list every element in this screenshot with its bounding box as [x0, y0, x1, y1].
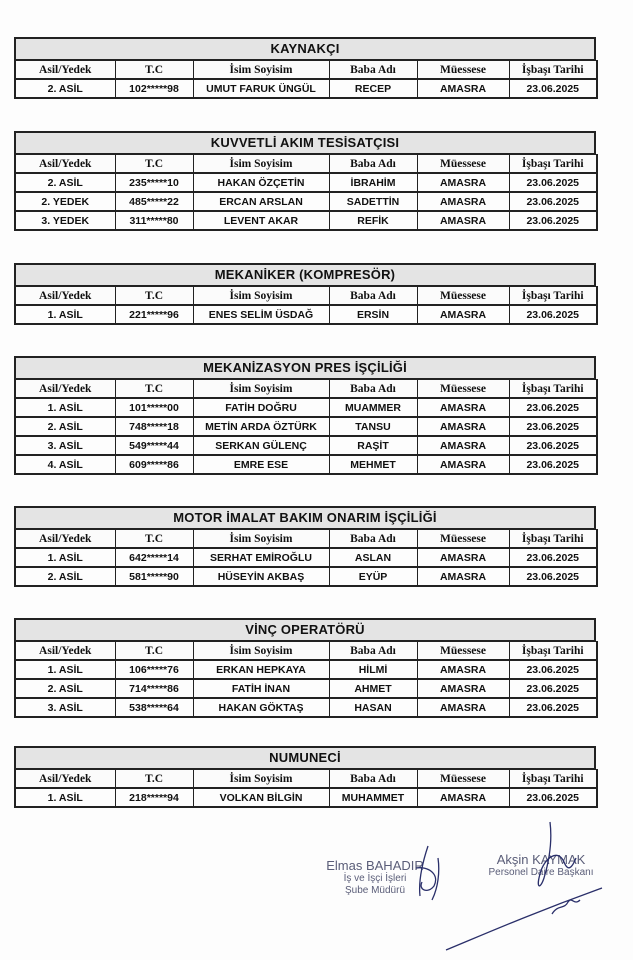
- table-row: [15, 192, 597, 211]
- table-cell: RECEP: [329, 79, 417, 98]
- table-cell: LEVENT AKAR: [193, 211, 329, 230]
- table-cell: SERHAT EMİROĞLU: [193, 548, 329, 567]
- candidates-table: [14, 529, 598, 587]
- candidates-table: [14, 60, 598, 99]
- column-header: Asil/Yedek: [15, 642, 115, 661]
- table-cell: 1. ASİL: [15, 788, 115, 807]
- column-header: İşbaşı Tarihi: [509, 287, 597, 306]
- table-cell: 3. YEDEK: [15, 211, 115, 230]
- table-cell: 23.06.2025: [509, 211, 597, 230]
- table-cell: RAŞİT: [329, 436, 417, 455]
- table-cell: HASAN: [329, 698, 417, 717]
- table-cell: EYÜP: [329, 567, 417, 586]
- column-header: İsim Soyisim: [193, 155, 329, 174]
- signatory-title: Personel Daire Başkanı: [488, 867, 594, 878]
- table-cell: AMASRA: [417, 211, 509, 230]
- section-title: KAYNAKÇI: [14, 37, 596, 60]
- table-cell: 2. ASİL: [15, 79, 115, 98]
- table-header-row: [15, 155, 597, 174]
- position-section: [14, 356, 596, 475]
- position-section: [14, 131, 596, 231]
- table-cell: 221*****96: [115, 305, 193, 324]
- column-header: Müessese: [417, 380, 509, 399]
- table-cell: 609*****86: [115, 455, 193, 474]
- table-cell: AMASRA: [417, 192, 509, 211]
- position-section: [14, 37, 596, 99]
- column-header: T.C: [115, 530, 193, 549]
- column-header: Baba Adı: [329, 770, 417, 789]
- table-row: [15, 679, 597, 698]
- column-header: T.C: [115, 770, 193, 789]
- table-cell: AMASRA: [417, 679, 509, 698]
- table-cell: FATİH DOĞRU: [193, 398, 329, 417]
- table-header-row: [15, 61, 597, 80]
- table-cell: MUHAMMET: [329, 788, 417, 807]
- column-header: T.C: [115, 61, 193, 80]
- table-cell: AHMET: [329, 679, 417, 698]
- signatory-name: Akşin KAYMAK: [496, 852, 586, 867]
- table-cell: 23.06.2025: [509, 660, 597, 679]
- table-cell: AMASRA: [417, 436, 509, 455]
- table-cell: 23.06.2025: [509, 173, 597, 192]
- table-cell: 1. ASİL: [15, 398, 115, 417]
- table-cell: 538*****64: [115, 698, 193, 717]
- column-header: Baba Adı: [329, 155, 417, 174]
- table-header-row: [15, 287, 597, 306]
- table-cell: AMASRA: [417, 305, 509, 324]
- candidates-table: [14, 154, 598, 231]
- column-header: İşbaşı Tarihi: [509, 380, 597, 399]
- table-cell: ENES SELİM ÜSDAĞ: [193, 305, 329, 324]
- table-cell: 23.06.2025: [509, 548, 597, 567]
- table-cell: 23.06.2025: [509, 398, 597, 417]
- table-cell: 4. ASİL: [15, 455, 115, 474]
- table-cell: ERCAN ARSLAN: [193, 192, 329, 211]
- table-header-row: [15, 770, 597, 789]
- table-cell: 23.06.2025: [509, 417, 597, 436]
- column-header: T.C: [115, 155, 193, 174]
- column-header: Müessese: [417, 770, 509, 789]
- section-title: MOTOR İMALAT BAKIM ONARIM İŞÇİLİĞİ: [14, 506, 596, 529]
- table-cell: AMASRA: [417, 173, 509, 192]
- table-cell: AMASRA: [417, 548, 509, 567]
- candidates-table: [14, 641, 598, 718]
- table-cell: 714*****86: [115, 679, 193, 698]
- table-cell: ERSİN: [329, 305, 417, 324]
- candidates-table: [14, 379, 598, 475]
- table-cell: AMASRA: [417, 698, 509, 717]
- column-header: İşbaşı Tarihi: [509, 61, 597, 80]
- table-cell: HÜSEYİN AKBAŞ: [193, 567, 329, 586]
- table-cell: AMASRA: [417, 788, 509, 807]
- section-title: VİNÇ OPERATÖRÜ: [14, 618, 596, 641]
- table-cell: REFİK: [329, 211, 417, 230]
- column-header: İsim Soyisim: [193, 61, 329, 80]
- table-header-row: [15, 642, 597, 661]
- candidates-table: [14, 286, 598, 325]
- position-section: [14, 263, 596, 325]
- table-cell: 23.06.2025: [509, 455, 597, 474]
- column-header: Asil/Yedek: [15, 380, 115, 399]
- table-row: [15, 548, 597, 567]
- table-cell: MEHMET: [329, 455, 417, 474]
- column-header: T.C: [115, 380, 193, 399]
- table-cell: 1. ASİL: [15, 548, 115, 567]
- section-title: KUVVETLİ AKIM TESİSATÇISI: [14, 131, 596, 154]
- table-row: [15, 660, 597, 679]
- table-cell: HİLMİ: [329, 660, 417, 679]
- table-header-row: [15, 530, 597, 549]
- column-header: İşbaşı Tarihi: [509, 642, 597, 661]
- column-header: Müessese: [417, 642, 509, 661]
- table-cell: FATİH İNAN: [193, 679, 329, 698]
- table-cell: 581*****90: [115, 567, 193, 586]
- table-cell: SADETTİN: [329, 192, 417, 211]
- signatory-title: İş ve İşçi İşleri: [343, 873, 407, 884]
- table-cell: EMRE ESE: [193, 455, 329, 474]
- column-header: İsim Soyisim: [193, 642, 329, 661]
- section-title: NUMUNECİ: [14, 746, 596, 769]
- table-cell: 235*****10: [115, 173, 193, 192]
- table-cell: HAKAN GÖKTAŞ: [193, 698, 329, 717]
- table-cell: 3. ASİL: [15, 698, 115, 717]
- table-cell: 2. ASİL: [15, 417, 115, 436]
- table-row: [15, 305, 597, 324]
- column-header: Asil/Yedek: [15, 770, 115, 789]
- table-cell: 23.06.2025: [509, 436, 597, 455]
- table-cell: 311*****80: [115, 211, 193, 230]
- candidates-table: [14, 769, 598, 808]
- column-header: Müessese: [417, 155, 509, 174]
- column-header: İşbaşı Tarihi: [509, 155, 597, 174]
- table-cell: 748*****18: [115, 417, 193, 436]
- table-cell: 218*****94: [115, 788, 193, 807]
- table-cell: MUAMMER: [329, 398, 417, 417]
- table-cell: 23.06.2025: [509, 192, 597, 211]
- table-cell: ERKAN HEPKAYA: [193, 660, 329, 679]
- table-cell: AMASRA: [417, 567, 509, 586]
- column-header: Müessese: [417, 61, 509, 80]
- column-header: Asil/Yedek: [15, 287, 115, 306]
- column-header: T.C: [115, 642, 193, 661]
- table-cell: UMUT FARUK ÜNGÜL: [193, 79, 329, 98]
- section-title: MEKANİKER (KOMPRESÖR): [14, 263, 596, 286]
- table-cell: AMASRA: [417, 398, 509, 417]
- column-header: İşbaşı Tarihi: [509, 530, 597, 549]
- table-cell: 23.06.2025: [509, 679, 597, 698]
- table-cell: 102*****98: [115, 79, 193, 98]
- table-cell: 23.06.2025: [509, 305, 597, 324]
- table-row: [15, 417, 597, 436]
- table-row: [15, 436, 597, 455]
- table-cell: 2. ASİL: [15, 173, 115, 192]
- table-cell: AMASRA: [417, 417, 509, 436]
- table-cell: 1. ASİL: [15, 305, 115, 324]
- column-header: Baba Adı: [329, 642, 417, 661]
- column-header: İsim Soyisim: [193, 530, 329, 549]
- column-header: Baba Adı: [329, 530, 417, 549]
- table-row: [15, 398, 597, 417]
- position-section: [14, 618, 596, 718]
- table-cell: AMASRA: [417, 455, 509, 474]
- table-cell: TANSU: [329, 417, 417, 436]
- column-header: T.C: [115, 287, 193, 306]
- table-cell: HAKAN ÖZÇETİN: [193, 173, 329, 192]
- column-header: Müessese: [417, 530, 509, 549]
- table-row: [15, 788, 597, 807]
- table-cell: 3. ASİL: [15, 436, 115, 455]
- table-cell: 2. ASİL: [15, 679, 115, 698]
- column-header: Müessese: [417, 287, 509, 306]
- column-header: Asil/Yedek: [15, 61, 115, 80]
- signatory-title: Şube Müdürü: [344, 885, 406, 896]
- column-header: Baba Adı: [329, 287, 417, 306]
- column-header: Asil/Yedek: [15, 155, 115, 174]
- table-cell: 2. YEDEK: [15, 192, 115, 211]
- table-row: [15, 173, 597, 192]
- table-cell: İBRAHİM: [329, 173, 417, 192]
- table-cell: 101*****00: [115, 398, 193, 417]
- table-cell: 549*****44: [115, 436, 193, 455]
- column-header: Baba Adı: [329, 380, 417, 399]
- handwritten-signature-right: [440, 818, 610, 958]
- table-cell: 23.06.2025: [509, 79, 597, 98]
- table-cell: 485*****22: [115, 192, 193, 211]
- table-cell: METİN ARDA ÖZTÜRK: [193, 417, 329, 436]
- section-title: MEKANİZASYON PRES İŞÇİLİĞİ: [14, 356, 596, 379]
- table-cell: AMASRA: [417, 79, 509, 98]
- column-header: İşbaşı Tarihi: [509, 770, 597, 789]
- column-header: İsim Soyisim: [193, 287, 329, 306]
- table-cell: ASLAN: [329, 548, 417, 567]
- column-header: Baba Adı: [329, 61, 417, 80]
- table-row: [15, 455, 597, 474]
- column-header: İsim Soyisim: [193, 380, 329, 399]
- table-cell: 106*****76: [115, 660, 193, 679]
- position-section: [14, 746, 596, 808]
- table-cell: 23.06.2025: [509, 567, 597, 586]
- table-cell: AMASRA: [417, 660, 509, 679]
- table-row: [15, 698, 597, 717]
- table-cell: 642*****14: [115, 548, 193, 567]
- table-header-row: [15, 380, 597, 399]
- table-row: [15, 79, 597, 98]
- table-cell: VOLKAN BİLGİN: [193, 788, 329, 807]
- signatory-name: Elmas BAHADIR: [326, 858, 424, 873]
- table-cell: 23.06.2025: [509, 788, 597, 807]
- column-header: Asil/Yedek: [15, 530, 115, 549]
- table-cell: 2. ASİL: [15, 567, 115, 586]
- table-cell: 23.06.2025: [509, 698, 597, 717]
- table-row: [15, 567, 597, 586]
- table-row: [15, 211, 597, 230]
- position-section: [14, 506, 596, 587]
- table-cell: SERKAN GÜLENÇ: [193, 436, 329, 455]
- table-cell: 1. ASİL: [15, 660, 115, 679]
- column-header: İsim Soyisim: [193, 770, 329, 789]
